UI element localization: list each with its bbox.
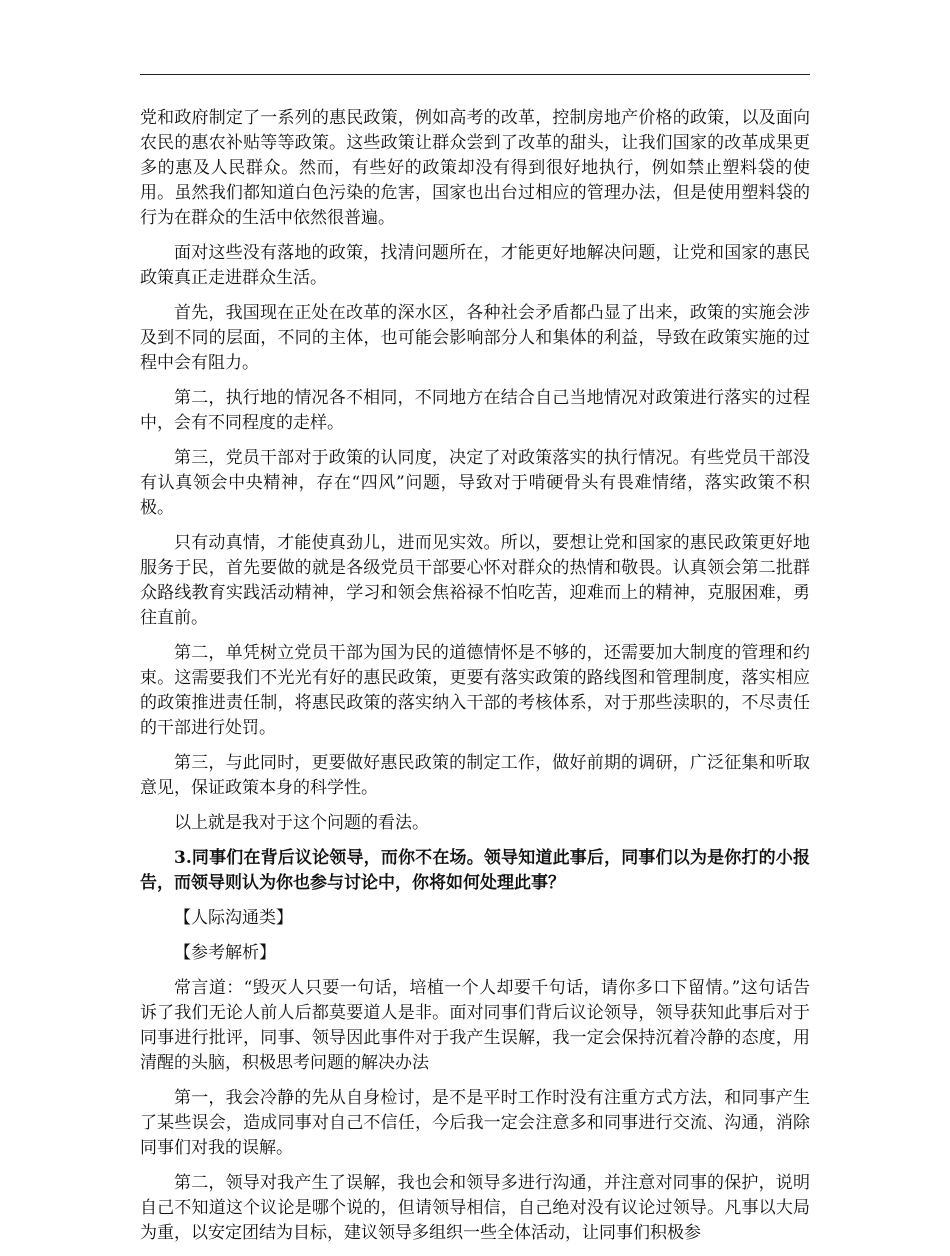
answer-paragraph: 常言道：“毁灭人只要一句话，培植一个人却要千句话，请你多口下留情。”这句话告诉了我们无论人前人后都莫要道人是非。面对同事们背后议论领导，领导获知此事后对于同事进行批评，同事、领导因此事件对于我产生误解，我一定会保持沉着冷静的态度，用清醒的头脑，积极思考问题的解决办法	[140, 978, 810, 1073]
paragraph: 第三，与此同时，更要做好惠民政策的制定工作，做好前期的调研，广泛征集和听取意见，保证政策本身的科学性。	[140, 753, 810, 798]
paragraph: 面对这些没有落地的政策，找清问题所在，才能更好地解决问题，让党和国家的惠民政策真正走进群众生活。	[140, 243, 810, 288]
header-rule	[140, 74, 810, 75]
paragraph: 第二，单凭树立党员干部为国为民的道德情怀是不够的，还需要加大制度的管理和约束。这需要我们不光光有好的惠民政策，更要有落实政策的路线图和管理制度，落实相应的政策推进责任制，将惠民政策的落实纳入干部的考核体系，对于那些渎职的，不尽责任的干部进行处罚。	[140, 643, 810, 738]
paragraph: 以上就是我对于这个问题的看法。	[174, 813, 429, 833]
answer-paragraph: 第一，我会冷静的先从自身检讨，是不是平时工作时没有注重方式方法，和同事产生了某些误会，造成同事对自己不信任，今后我一定会注意多和同事进行交流、沟通，消除同事们对我的误解。	[140, 1088, 810, 1158]
paragraph: 第三，党员干部对于政策的认同度，决定了对政策落实的执行情况。有些党员干部没有认真领会中央精神，存在“四风”问题，导致对于啃硬骨头有畏难情绪，落实政策不积极。	[140, 448, 810, 518]
paragraph: 党和政府制定了一系列的惠民政策，例如高考的改革，控制房地产价格的政策，以及面向农民的惠农补贴等等政策。这些政策让群众尝到了改革的甜头，让我们国家的改革成果更多的惠及人民群众。然而，有些好的政策却没有得到很好地执行，例如禁止塑料袋的使用。虽然我们都知道白色污染的危害，国家也出台过相应的管理办法，但是使用塑料袋的行为在群众的生活中依然很普遍。	[140, 108, 810, 228]
answer-paragraph: 第二，领导对我产生了误解，我也会和领导多进行沟通，并注意对同事的保护，说明自己不知道这个议论是哪个说的，但请领导相信，自己绝对没有议论过领导。凡事以大局为重，以安定团结为目标，建议领导多组织一些全体活动，让同事们积极参	[140, 1173, 810, 1243]
paragraph: 第二，执行地的情况各不相同，不同地方在结合自己当地情况对政策进行落实的过程中，会有不同程度的走样。	[140, 388, 810, 433]
document-body	[140, 106, 810, 1256]
paragraph: 首先，我国现在正处在改革的深水区，各种社会矛盾都凸显了出来，政策的实施会涉及到不同的层面，不同的主体，也可能会影响部分人和集体的利益，导致在政策实施的过程中会有阻力。	[140, 303, 810, 373]
analysis-label: 【参考解析】	[174, 943, 276, 963]
category-label: 【人际沟通类】	[174, 908, 293, 928]
question-heading: 3.同事们在背后议论领导，而你不在场。领导知道此事后，同事们以为是你打的小报告，而领导则认为你也参与讨论中，你将如何处理此事？	[140, 848, 810, 893]
paragraph: 只有动真情，才能使真劲儿，进而见实效。所以，要想让党和国家的惠民政策更好地服务于民，首先要做的就是各级党员干部要心怀对群众的热情和敬畏。认真领会第二批群众路线教育实践活动精神，学习和领会焦裕禄不怕吃苦，迎难而上的精神，克服困难，勇往直前。	[140, 533, 810, 628]
